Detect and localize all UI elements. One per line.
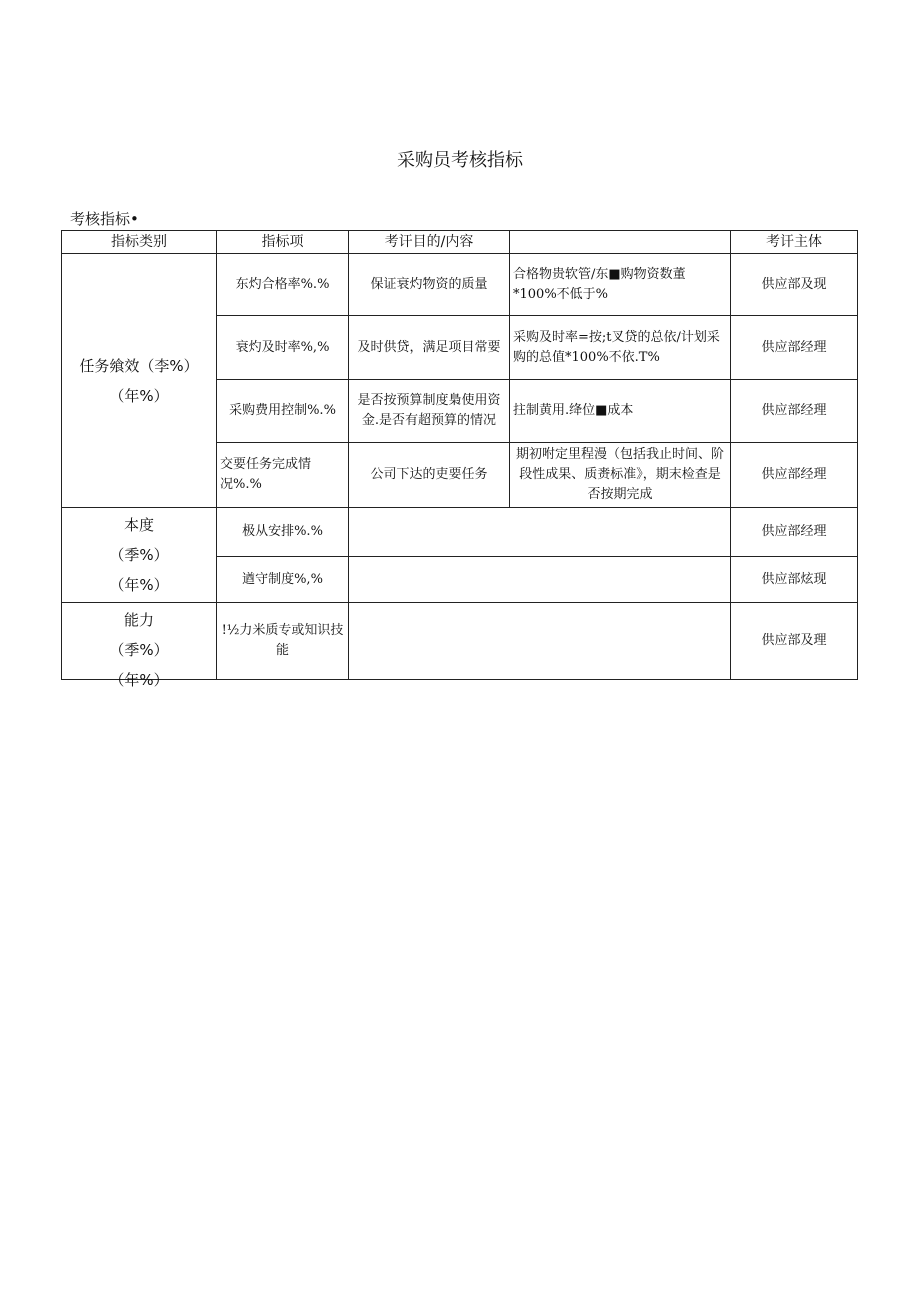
- detail-cell: 合格物贵软管/东■购物资数董*100%不低于%: [510, 254, 731, 316]
- purpose-cell: 公司下达的吏要任务: [349, 443, 510, 508]
- owner-cell: 供应部经理: [731, 316, 858, 380]
- owner-cell: 供应部经理: [731, 380, 858, 443]
- category-cell-task: 任务飨效（李%） （年%）: [62, 254, 217, 508]
- assessment-table: [61, 230, 858, 689]
- purpose-cell: [349, 603, 731, 680]
- item-cell: 交要任务完成情况%.%: [217, 443, 349, 508]
- owner-cell: 供应部及理: [731, 603, 858, 680]
- item-cell: 采购费用控制%.%: [217, 380, 349, 443]
- purpose-cell: 是否按预算制度梟使用资金.是否有超预算的情况: [349, 380, 510, 443]
- item-cell: 东灼合格率%.%: [217, 254, 349, 316]
- owner-cell: 供应部经理: [731, 443, 858, 508]
- purpose-cell: [349, 557, 731, 603]
- detail-cell: 采购及时率=按;t叉贷的总依/计划采购的总值*100%不依.T%: [510, 316, 731, 380]
- item-cell: 极从安排%.%: [217, 508, 349, 557]
- header-purpose: 考讦目的/内容: [349, 231, 510, 254]
- detail-cell: 期初咐定里程漫（包括我止时间、阶段性成果、质赉标准》，期末检查是否按期完成: [510, 443, 731, 508]
- header-item: 指标项: [217, 231, 349, 254]
- owner-cell: 供应部炫现: [731, 557, 858, 603]
- purpose-cell: [349, 508, 731, 557]
- item-cell: 遒守制度%,%: [217, 557, 349, 603]
- page-title: 采购员考核指标: [397, 150, 523, 171]
- owner-cell: 供应部经理: [731, 508, 858, 557]
- table-header-row: [62, 231, 858, 254]
- item-cell: 衰灼及时率%,%: [217, 316, 349, 380]
- item-cell: !½力米质专或知识技能: [217, 603, 349, 680]
- purpose-cell: 及时供贷，满足项目常要: [349, 316, 510, 380]
- header-owner: 考讦主体: [731, 231, 858, 254]
- purpose-cell: 保证衰灼物资的质量: [349, 254, 510, 316]
- table-row: [62, 254, 858, 316]
- owner-cell: 供应部及现: [731, 254, 858, 316]
- table-row: [62, 603, 858, 680]
- category-cell-ability: 能力 （季%） （年%）: [62, 603, 217, 680]
- header-category: 指标类别: [62, 231, 217, 254]
- detail-cell: 拄制黄用.绛位■成本: [510, 380, 731, 443]
- table-row: [62, 508, 858, 557]
- category-cell-attitude: 本度 （季%） （年%）: [62, 508, 217, 603]
- header-detail: [510, 231, 731, 254]
- section-label: 考核指标•: [70, 210, 139, 228]
